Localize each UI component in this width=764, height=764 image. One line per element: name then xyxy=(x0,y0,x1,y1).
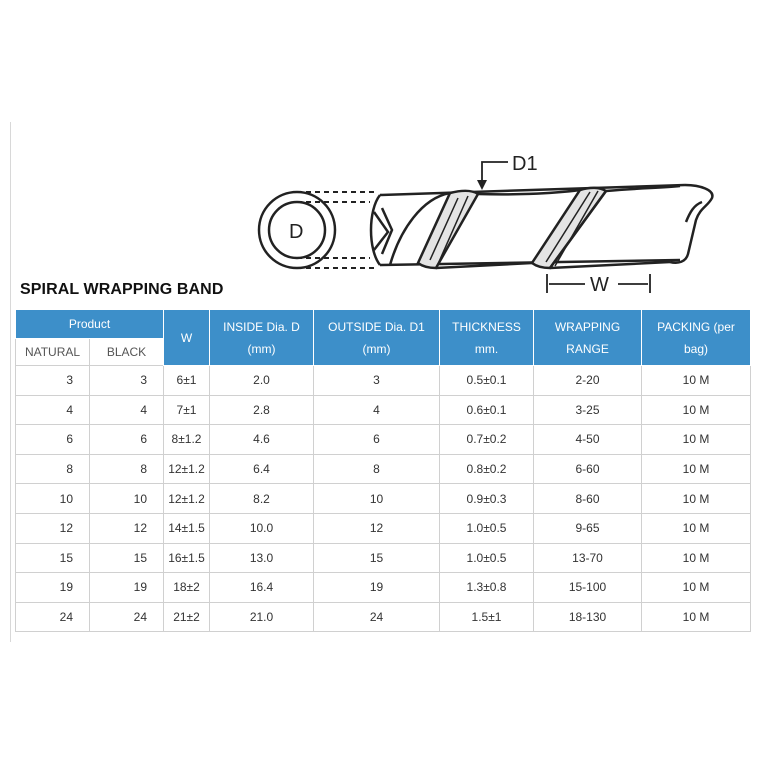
table-row xyxy=(16,602,751,632)
packing-cell: 10 M xyxy=(642,602,751,632)
table-row xyxy=(16,513,751,543)
table-row xyxy=(16,395,751,425)
outside-dia-cell: 4 xyxy=(314,395,440,425)
w-cell: 6±1 xyxy=(164,366,210,396)
black-cell: 4 xyxy=(90,395,164,425)
header-packing-line1: PACKING (per xyxy=(657,319,735,334)
table-row xyxy=(16,484,751,514)
wrapping-range-cell: 8-60 xyxy=(534,484,642,514)
inside-dia-cell: 13.0 xyxy=(210,543,314,573)
outside-dia-cell: 3 xyxy=(314,366,440,396)
header-outside-line2: (mm) xyxy=(362,341,391,356)
spec-table xyxy=(15,309,751,632)
page-divider xyxy=(10,122,11,642)
natural-cell: 19 xyxy=(16,573,90,603)
table-row xyxy=(16,454,751,484)
w-cell: 21±2 xyxy=(164,602,210,632)
packing-cell: 10 M xyxy=(642,366,751,396)
black-cell: 12 xyxy=(90,513,164,543)
wrapping-range-cell: 13-70 xyxy=(534,543,642,573)
natural-cell: 10 xyxy=(16,484,90,514)
black-cell: 3 xyxy=(90,366,164,396)
packing-cell: 10 M xyxy=(642,543,751,573)
thickness-cell: 0.7±0.2 xyxy=(440,425,534,455)
header-thickness-line1: THICKNESS xyxy=(452,319,521,334)
w-cell: 14±1.5 xyxy=(164,513,210,543)
header-packing xyxy=(642,310,751,366)
thickness-cell: 1.3±0.8 xyxy=(440,573,534,603)
header-inside-line2: (mm) xyxy=(247,341,276,356)
inside-dia-label: D xyxy=(289,221,304,243)
black-cell: 6 xyxy=(90,425,164,455)
natural-cell: 12 xyxy=(16,513,90,543)
outside-dia-label: D1 xyxy=(512,153,538,175)
spec-table-body xyxy=(16,366,751,632)
w-cell: 8±1.2 xyxy=(164,425,210,455)
thickness-cell: 0.5±0.1 xyxy=(440,366,534,396)
header-row xyxy=(16,310,751,339)
wrapping-range-cell: 15-100 xyxy=(534,573,642,603)
header-packing-line2: bag) xyxy=(683,341,709,356)
table-row xyxy=(16,543,751,573)
wrapping-range-cell: 4-50 xyxy=(534,425,642,455)
thickness-cell: 0.9±0.3 xyxy=(440,484,534,514)
outside-dia-cell: 6 xyxy=(314,425,440,455)
outside-dia-cell: 19 xyxy=(314,573,440,603)
natural-cell: 24 xyxy=(16,602,90,632)
header-inside-dia xyxy=(210,310,314,366)
w-cell: 16±1.5 xyxy=(164,543,210,573)
header-thickness-line2: mm. xyxy=(474,341,499,356)
thickness-cell: 0.6±0.1 xyxy=(440,395,534,425)
black-cell: 15 xyxy=(90,543,164,573)
header-product: Product xyxy=(16,310,164,339)
wrapping-range-cell: 3-25 xyxy=(534,395,642,425)
packing-cell: 10 M xyxy=(642,454,751,484)
packing-cell: 10 M xyxy=(642,484,751,514)
inside-dia-cell: 2.8 xyxy=(210,395,314,425)
natural-cell: 8 xyxy=(16,454,90,484)
black-cell: 19 xyxy=(90,573,164,603)
black-cell: 8 xyxy=(90,454,164,484)
inside-dia-cell: 16.4 xyxy=(210,573,314,603)
page-title: SPIRAL WRAPPING BAND xyxy=(20,281,224,298)
inside-dia-cell: 4.6 xyxy=(210,425,314,455)
w-cell: 7±1 xyxy=(164,395,210,425)
header-w: W xyxy=(164,310,210,366)
wrapping-range-cell: 6-60 xyxy=(534,454,642,484)
header-wrapping-line2: RANGE xyxy=(566,341,609,356)
width-label: W xyxy=(590,274,609,295)
outside-dia-cell: 8 xyxy=(314,454,440,484)
w-cell: 12±1.2 xyxy=(164,454,210,484)
thickness-cell: 1.0±0.5 xyxy=(440,543,534,573)
wrapping-range-cell: 18-130 xyxy=(534,602,642,632)
black-cell: 10 xyxy=(90,484,164,514)
thickness-cell: 0.8±0.2 xyxy=(440,454,534,484)
header-wrapping-line1: WRAPPING xyxy=(554,319,621,334)
inside-dia-cell: 2.0 xyxy=(210,366,314,396)
outside-dia-cell: 10 xyxy=(314,484,440,514)
natural-cell: 3 xyxy=(16,366,90,396)
natural-cell: 4 xyxy=(16,395,90,425)
header-outside-line1: OUTSIDE Dia. D1 xyxy=(328,319,425,334)
packing-cell: 10 M xyxy=(642,425,751,455)
outside-dia-cell: 15 xyxy=(314,543,440,573)
header-inside-line1: INSIDE Dia. D xyxy=(223,319,300,334)
table-row xyxy=(16,425,751,455)
header-wrapping-range xyxy=(534,310,642,366)
inside-dia-cell: 6.4 xyxy=(210,454,314,484)
header-natural: NATURAL xyxy=(16,339,90,366)
thickness-cell: 1.0±0.5 xyxy=(440,513,534,543)
packing-cell: 10 M xyxy=(642,513,751,543)
thickness-cell: 1.5±1 xyxy=(440,602,534,632)
header-outside-dia xyxy=(314,310,440,366)
spiral-band-diagram xyxy=(250,150,730,295)
outside-dia-cell: 24 xyxy=(314,602,440,632)
outside-dia-cell: 12 xyxy=(314,513,440,543)
inside-dia-cell: 10.0 xyxy=(210,513,314,543)
natural-cell: 15 xyxy=(16,543,90,573)
end-view-ring xyxy=(259,192,335,268)
wrapping-range-cell: 9-65 xyxy=(534,513,642,543)
table-row xyxy=(16,573,751,603)
packing-cell: 10 M xyxy=(642,573,751,603)
outside-dia-callout xyxy=(477,153,538,190)
black-cell: 24 xyxy=(90,602,164,632)
width-callout xyxy=(547,274,650,295)
spiral-tube xyxy=(371,185,712,268)
header-thickness xyxy=(440,310,534,366)
packing-cell: 10 M xyxy=(642,395,751,425)
inside-dia-cell: 8.2 xyxy=(210,484,314,514)
natural-cell: 6 xyxy=(16,425,90,455)
wrapping-range-cell: 2-20 xyxy=(534,366,642,396)
inside-dia-cell: 21.0 xyxy=(210,602,314,632)
w-cell: 12±1.2 xyxy=(164,484,210,514)
table-row xyxy=(16,366,751,396)
header-black: BLACK xyxy=(90,339,164,366)
w-cell: 18±2 xyxy=(164,573,210,603)
